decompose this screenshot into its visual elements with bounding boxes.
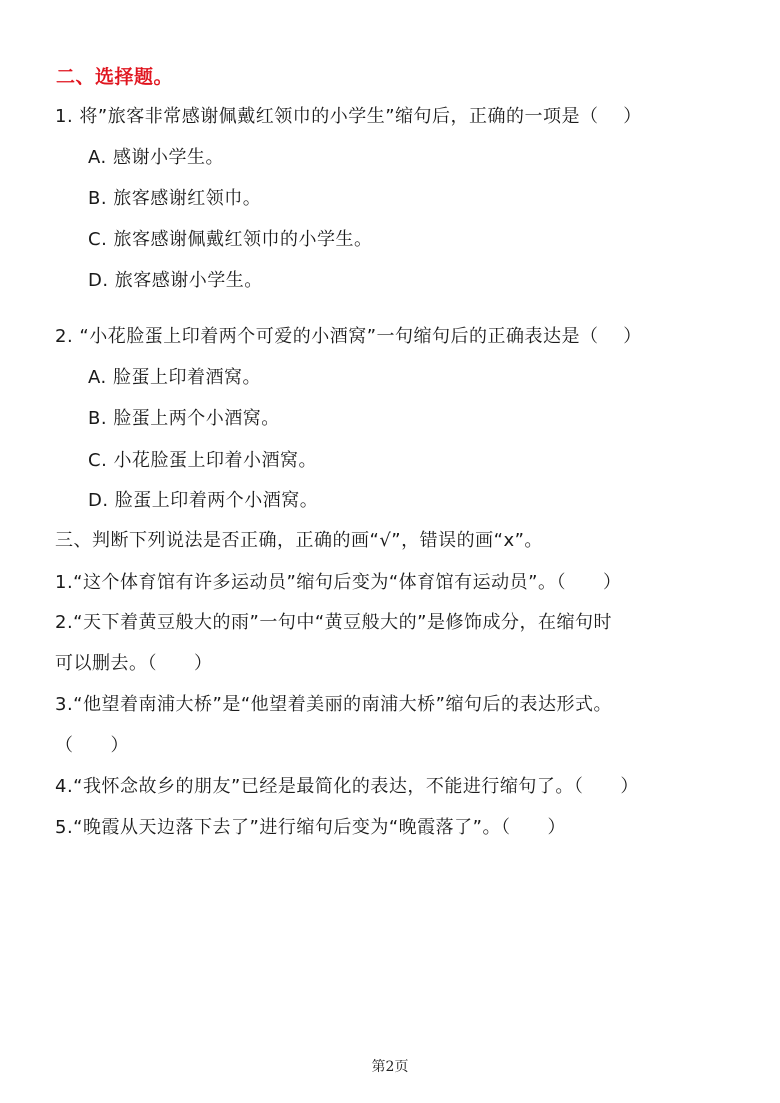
judgement-item-1: 1.“这个体育馆有许多运动员”缩句后变为“体育馆有运动员”。（ ） [55, 572, 622, 593]
question-2-option-c: C. 小花脸蛋上印着小酒窝。 [88, 450, 318, 471]
question-1-option-d: D. 旅客感谢小学生。 [88, 270, 263, 291]
question-1-stem: 1. 将”旅客非常感谢佩戴红领巾的小学生”缩句后，正确的一项是（ ） [55, 106, 642, 127]
question-1-option-b: B. 旅客感谢红领巾。 [88, 188, 262, 209]
judgement-item-2-line-2: 可以删去。（ ） [55, 653, 213, 674]
judgement-item-3-line-2: （ ） [55, 735, 129, 756]
section-heading-judgement: 三、判断下列说法是否正确，正确的画“√”，错误的画“x”。 [55, 530, 543, 551]
question-2-option-b: B. 脸蛋上两个小酒窝。 [88, 408, 280, 429]
judgement-item-3-line-1: 3.“他望着南浦大桥”是“他望着美丽的南浦大桥”缩句后的表达形式。 [55, 694, 612, 715]
question-2-option-a: A. 脸蛋上印着酒窝。 [88, 367, 261, 388]
section-heading-choice: 二、选择题。 [56, 66, 174, 88]
question-2-stem: 2. “小花脸蛋上印着两个可爱的小酒窝”一句缩句后的正确表达是（ ） [55, 326, 642, 347]
judgement-item-5: 5.“晚霞从天边落下去了”进行缩句后变为“晚霞落了”。（ ） [55, 817, 566, 838]
question-1-option-c: C. 旅客感谢佩戴红领巾的小学生。 [88, 229, 373, 250]
question-1-option-a: A. 感谢小学生。 [88, 147, 224, 168]
judgement-item-4: 4.“我怀念故乡的朋友”已经是最简化的表达，不能进行缩句了。（ ） [55, 776, 639, 797]
judgement-item-2-line-1: 2.“天下着黄豆般大的雨”一句中“黄豆般大的”是修饰成分，在缩句时 [55, 612, 612, 633]
page-number: 第2页 [371, 1059, 409, 1075]
question-2-option-d: D. 脸蛋上印着两个小酒窝。 [88, 490, 319, 511]
